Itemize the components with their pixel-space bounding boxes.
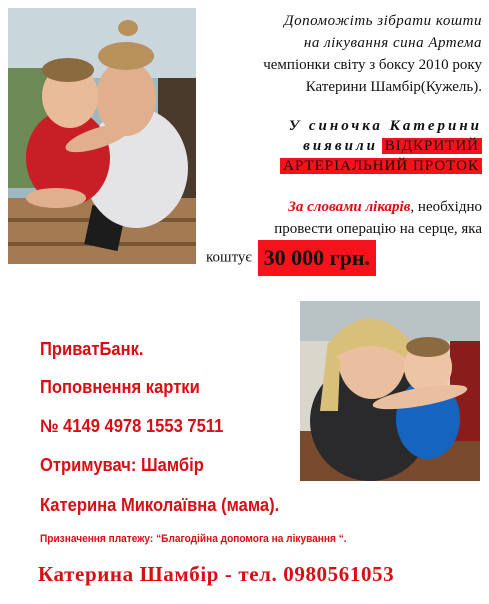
intro-line-3: чемпіонки світу з боксу 2010 року <box>263 57 482 73</box>
surgery-line-1-rest: , необхідно <box>410 199 482 215</box>
bank-name: ПриватБанк. <box>40 339 144 359</box>
card-number: № 4149 4978 1553 7511 <box>40 416 224 436</box>
intro-line-1: Допоможіть зібрати кошти <box>284 13 482 29</box>
payment-purpose: Призначення платежу: “Благодійна допомога на лікування “. <box>40 533 347 545</box>
intro-text <box>198 10 482 98</box>
surgery-line-3: коштує <box>206 249 252 266</box>
contact-phone: Катерина Шамбір - тел. 0980561053 <box>38 562 395 586</box>
photo-mother-and-son-1 <box>8 8 196 264</box>
photo-mother-and-son-2 <box>300 301 480 481</box>
diagnosis-prefix: виявили <box>303 138 378 154</box>
surgery-block <box>198 196 482 276</box>
recipient-name: Катерина Миколаївна (мама). <box>40 495 280 515</box>
intro-line-4: Катерини Шамбір(Кужель). <box>305 79 482 95</box>
surgery-line-2: провести операцію на серце, яка <box>274 221 482 237</box>
diagnosis-highlight-2: АРТЕРІАЛЬНИЙ ПРОТОК <box>280 158 482 174</box>
topup-label: Поповнення картки <box>40 377 200 397</box>
intro-line-2: на лікування сина Артема <box>303 35 482 51</box>
diagnosis-line-1: У синочка Катерини <box>288 118 482 134</box>
recipient-label: Отримувач: Шамбір <box>40 455 204 475</box>
surgery-lead: За словами лікарів <box>288 199 411 215</box>
diagnosis-block <box>198 116 482 176</box>
surgery-price: 30 000 грн. <box>258 240 376 276</box>
diagnosis-highlight-1: ВІДКРИТИЙ <box>382 138 482 154</box>
